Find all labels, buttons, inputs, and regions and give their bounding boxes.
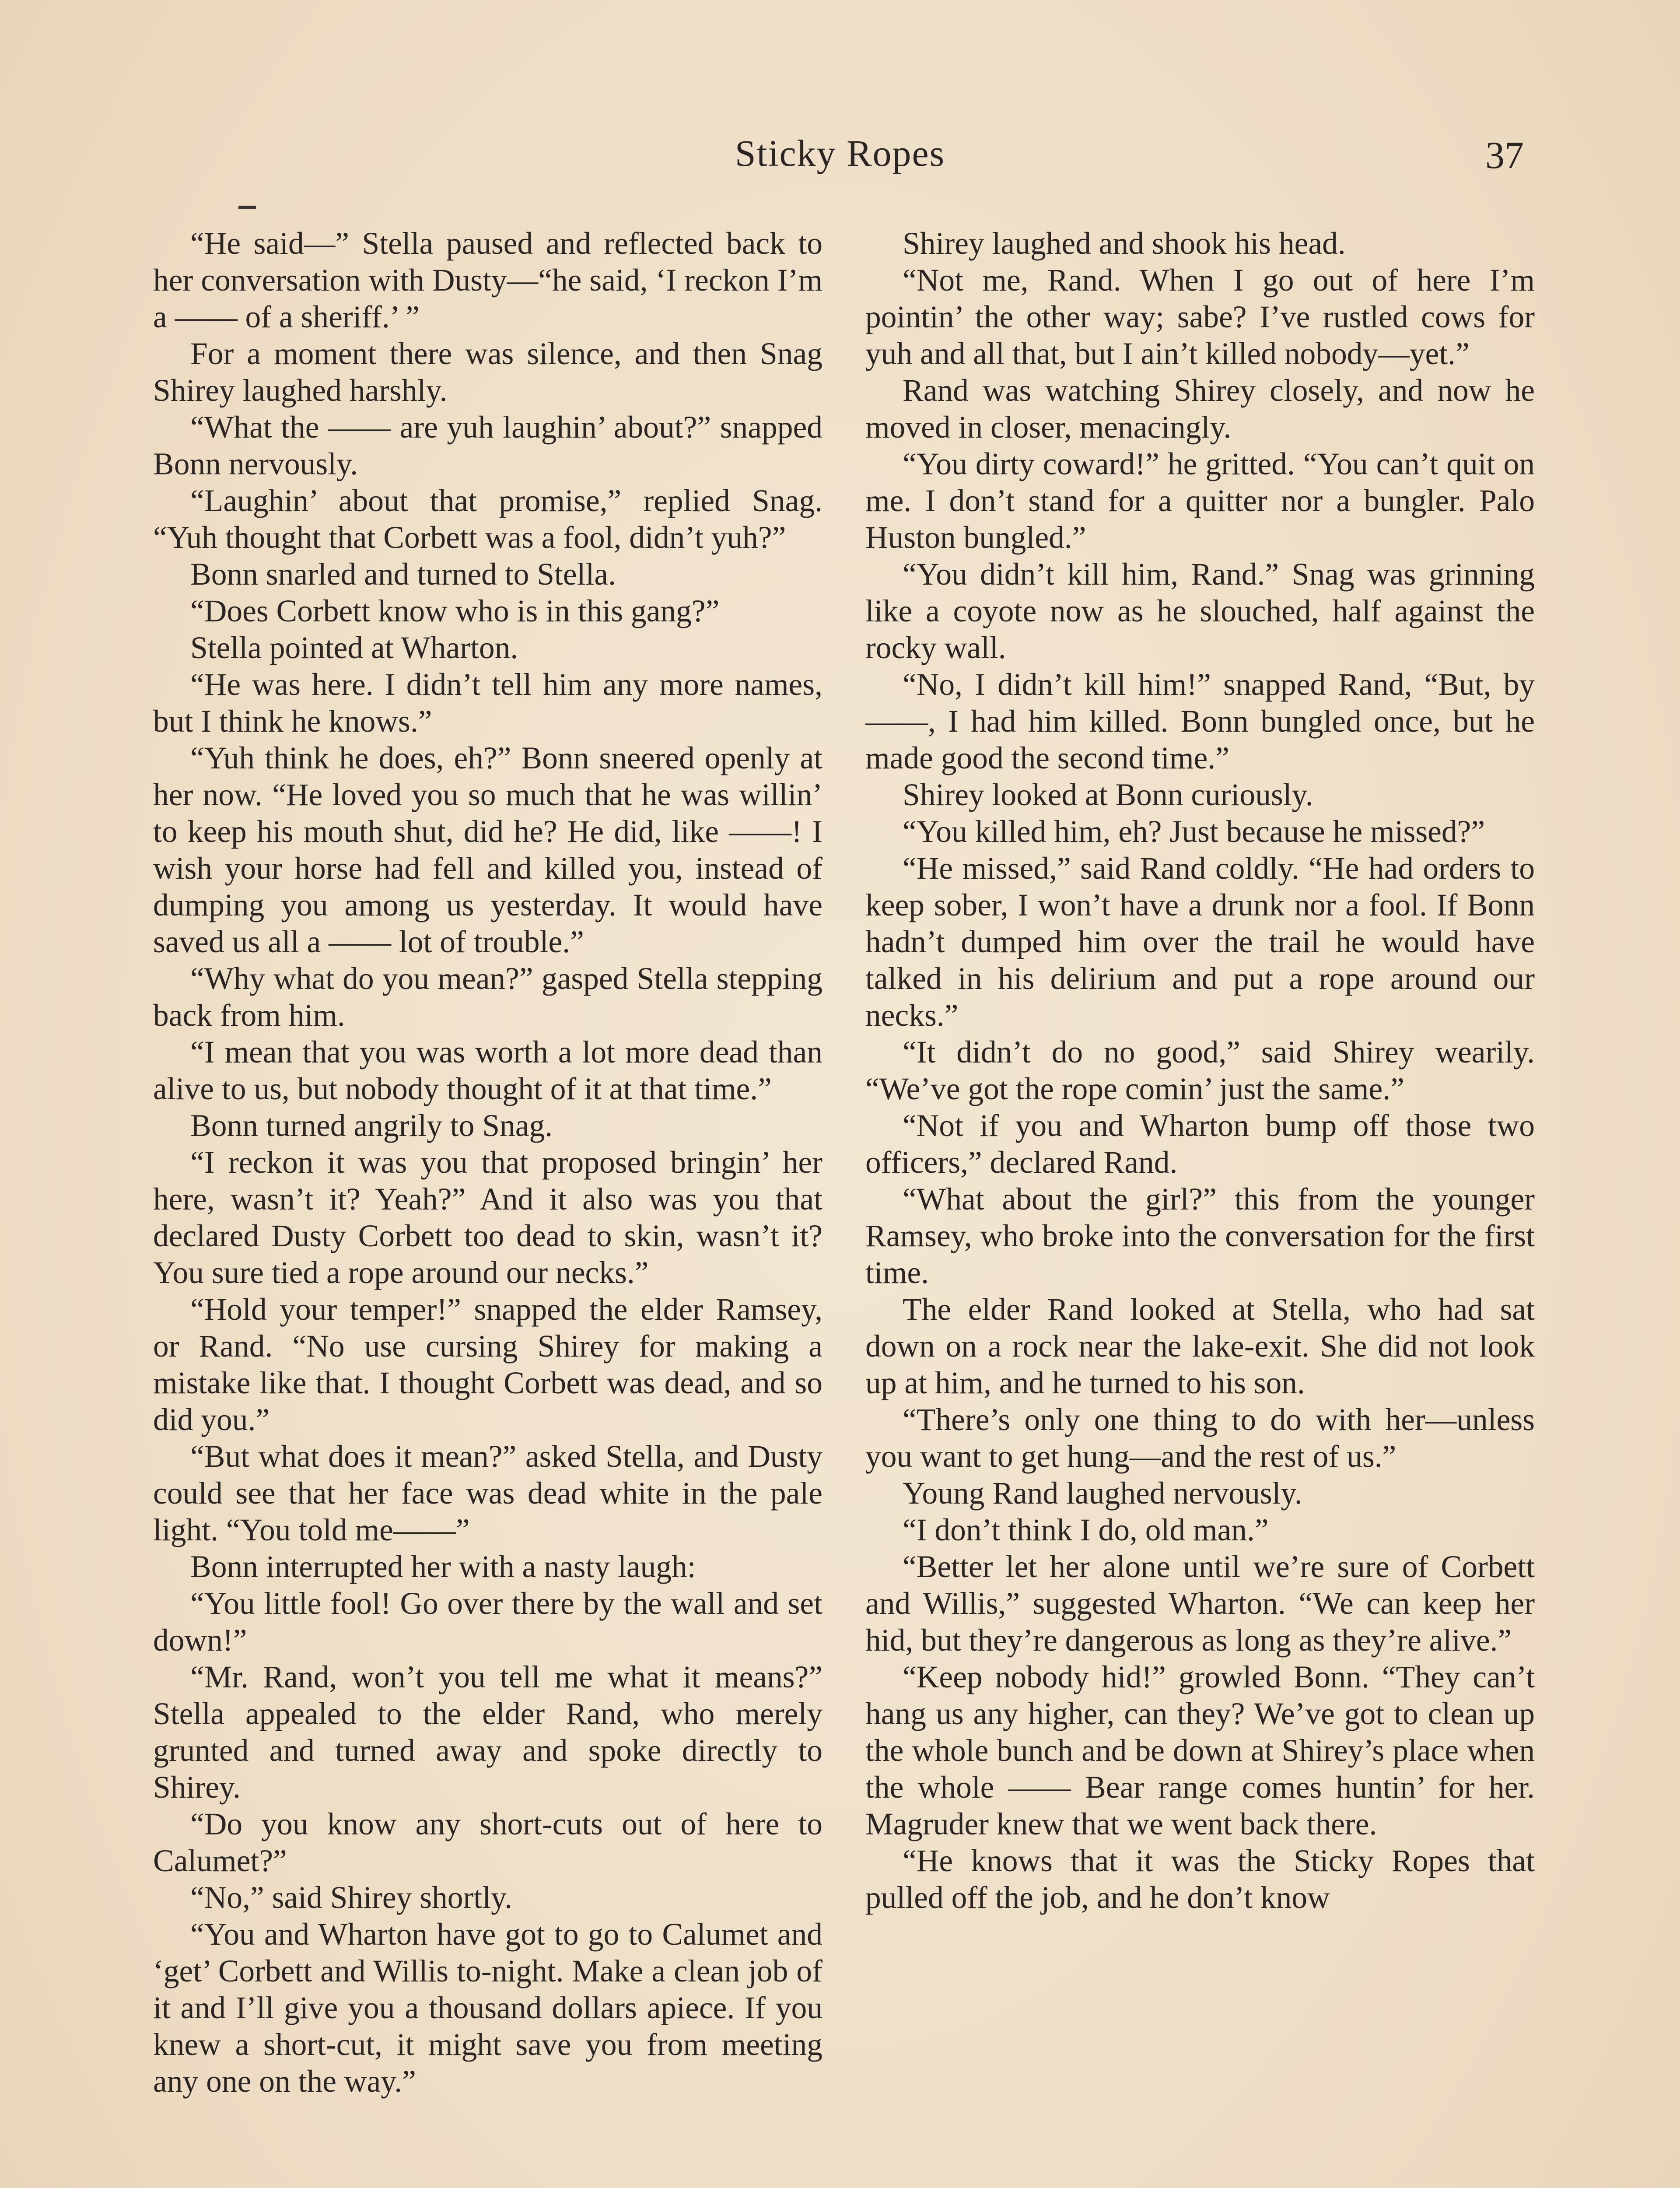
- paragraph: “No, I didn’t kill him!” snapped Rand, “But, by ——, I had him killed. Bonn bungled once, but he made good the second time.”: [865, 667, 1535, 775]
- running-title: Sticky Ropes: [735, 132, 945, 174]
- paragraph: “Hold your temper!” snapped the elder Ramsey, or Rand. “No use cursing Shirey for making a mistake like that. I thought Corbett was dead, and so did you.”: [153, 1292, 822, 1437]
- paragraph: “Why what do you mean?” gasped Stella stepping back from him.: [153, 961, 822, 1033]
- paragraph: “Not if you and Wharton bump off those two officers,” declared Rand.: [865, 1108, 1535, 1180]
- paragraph: Bonn turned angrily to Snag.: [190, 1108, 553, 1143]
- paragraph: “He missed,” said Rand coldly. “He had orders to keep sober, I won’t have a drunk nor a fool. If Bonn hadn’t dumped him over the trail he would have talked in his delirium and put a rope around our necks.”: [865, 851, 1535, 1033]
- paragraph: Shirey looked at Bonn curiously.: [903, 778, 1313, 812]
- paragraph: “Laughin’ about that promise,” replied Snag. “Yuh thought that Corbett was a fool, didn’t yuh?”: [153, 484, 822, 555]
- paragraph: “I reckon it was you that proposed bringin’ her here, wasn’t it? Yeah?” And it also was you that declared Dusty Corbett too dead to skin, wasn’t it? You sure tied a rope around our necks.”: [153, 1145, 822, 1290]
- paragraph: “Better let her alone until we’re sure of Corbett and Willis,” suggested Wharton. “We can keep her hid, but they’re dangerous as long as they’re alive.”: [865, 1550, 1535, 1658]
- paragraph: “No,” said Shirey shortly.: [190, 1880, 513, 1915]
- paragraph: “You dirty coward!” he gritted. “You can’t quit on me. I don’t stand for a quitter nor a bungler. Palo Huston bungled.”: [865, 447, 1535, 555]
- paragraph: “I don’t think I do, old man.”: [903, 1513, 1269, 1547]
- paragraph: “Yuh think he does, eh?” Bonn sneered openly at her now. “He loved you so much that he was willin’ to keep his mouth shut, did he? He did, like ——! I wish your horse had fell and killed you, instead of dumping you among us yesterday. It would have saved us all a —— lot of trouble.”: [153, 741, 822, 959]
- paragraph: “Keep nobody hid!” growled Bonn. “They can’t hang us any higher, can they? We’ve got to clean up the whole bunch and be down at Shirey’s place when the whole —— Bear range comes huntin’ for her. Magruder knew that we went back there.: [865, 1660, 1535, 1841]
- paragraph: “Mr. Rand, won’t you tell me what it means?” Stella appealed to the elder Rand, who merely grunted and turned away and spoke directly to Shirey.: [153, 1660, 822, 1805]
- paragraph: “It didn’t do no good,” said Shirey wearily. “We’ve got the rope comin’ just the same.”: [865, 1035, 1535, 1106]
- right-text-column: [865, 225, 1535, 1916]
- paragraph: “Does Corbett know who is in this gang?”: [190, 594, 720, 628]
- paragraph: “Not me, Rand. When I go out of here I’m pointin’ the other way; sabe? I’ve rustled cows for yuh and all that, but I ain’t killed nobody—yet.”: [865, 263, 1535, 371]
- paragraph: “What the —— are yuh laughin’ about?” snapped Bonn nervously.: [153, 410, 822, 481]
- paragraph: “I mean that you was worth a lot more dead than alive to us, but nobody thought of it at that time.”: [153, 1035, 822, 1106]
- paragraph: “You didn’t kill him, Rand.” Snag was grinning like a coyote now as he slouched, half against the rocky wall.: [865, 557, 1535, 665]
- paragraph: “You killed him, eh? Just because he missed?”: [903, 814, 1485, 849]
- paragraph: “Do you know any short-cuts out of here to Calumet?”: [153, 1807, 822, 1878]
- page-number: 37: [1485, 134, 1524, 177]
- paragraph: “You little fool! Go over there by the wall and set down!”: [153, 1586, 822, 1658]
- paragraph: For a moment there was silence, and then Snag Shirey laughed harshly.: [153, 337, 822, 408]
- paragraph: Bonn snarled and turned to Stella.: [190, 557, 616, 592]
- paragraph: Young Rand laughed nervously.: [903, 1476, 1302, 1511]
- paragraph: Bonn interrupted her with a nasty laugh:: [190, 1550, 696, 1584]
- paragraph: “He said—” Stella paused and reflected back to her conversation with Dusty—“he said, ‘I reckon I’m a —— of a sheriff.’ ”: [153, 226, 822, 334]
- paragraph: “What about the girl?” this from the younger Ramsey, who broke into the conversation for the first time.: [865, 1182, 1535, 1290]
- paragraph: The elder Rand looked at Stella, who had sat down on a rock near the lake-exit. She did not look up at him, and he turned to his son.: [865, 1292, 1535, 1400]
- paragraph: “There’s only one thing to do with her—unless you want to get hung—and the rest of us.”: [865, 1403, 1535, 1474]
- left-text-column: [153, 225, 822, 2100]
- paragraph: “He knows that it was the Sticky Ropes that pulled off the job, and he don’t know: [865, 1844, 1535, 1915]
- paragraph: “He was here. I didn’t tell him any more names, but I think he knows.”: [153, 667, 822, 739]
- paragraph: Rand was watching Shirey closely, and now he moved in closer, menacingly.: [865, 373, 1535, 445]
- print-mark: [238, 206, 256, 209]
- paragraph: Shirey laughed and shook his head.: [903, 226, 1346, 261]
- paragraph: “You and Wharton have got to go to Calumet and ‘get’ Corbett and Willis to-night. Make a clean job of it and I’ll give you a thousand dollars apiece. If you knew a short-cut, it might save you from meeting any one on the way.”: [153, 1917, 822, 2099]
- paragraph: Stella pointed at Wharton.: [190, 631, 518, 665]
- paragraph: “But what does it mean?” asked Stella, and Dusty could see that her face was dead white in the pale light. “You told me——”: [153, 1439, 822, 1547]
